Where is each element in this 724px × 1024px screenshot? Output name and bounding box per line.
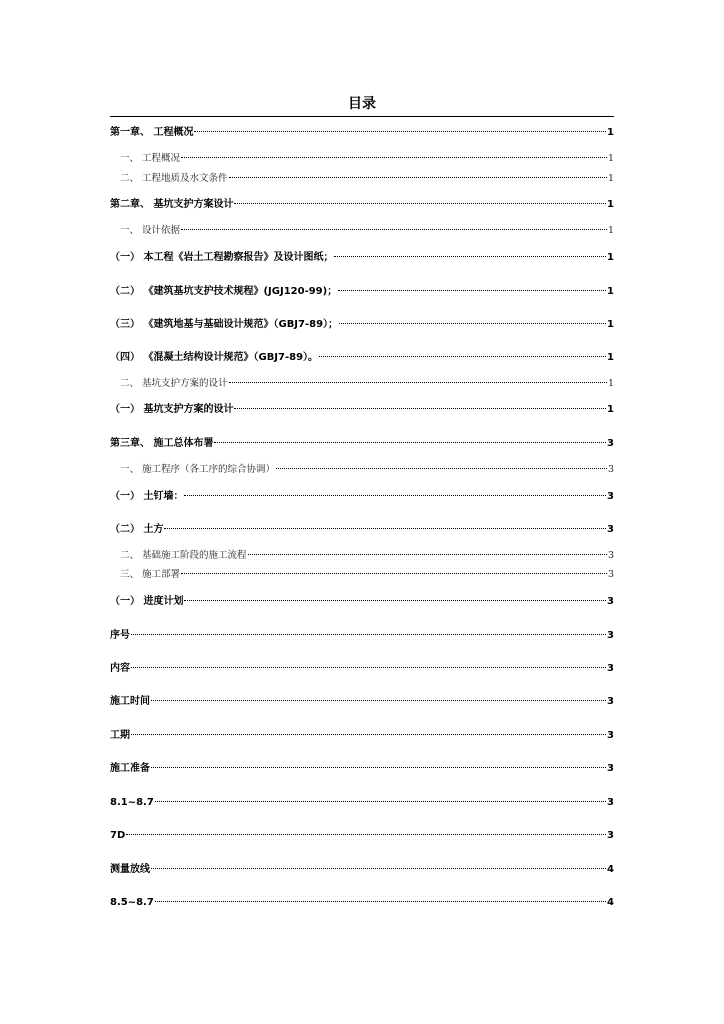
toc-entry-text: 二、 基坑支护方案的设计	[120, 378, 228, 389]
toc-entry-text: 第三章、 施工总体布署	[110, 438, 214, 449]
toc-dot-leader	[214, 442, 606, 443]
toc-entry-section[interactable]	[110, 171, 614, 187]
toc-page-number: 1	[607, 352, 614, 363]
toc-dot-leader	[276, 468, 607, 469]
toc-entry-subsection[interactable]	[110, 284, 614, 300]
toc-entry-section[interactable]	[110, 548, 614, 564]
toc-page-number: 1	[607, 173, 614, 184]
toc-entry-section[interactable]	[110, 223, 614, 239]
toc-page-number: 1	[607, 286, 614, 297]
toc-entry-text: 8.5~8.7	[110, 897, 154, 908]
toc-dot-leader	[155, 801, 606, 802]
toc-dot-leader	[229, 177, 607, 178]
toc-dot-leader	[319, 356, 606, 357]
toc-page-number: 3	[607, 630, 614, 641]
toc-entry-section[interactable]	[110, 567, 614, 583]
toc-dot-leader	[234, 408, 606, 409]
toc-dot-leader	[126, 834, 606, 835]
toc-dot-leader	[155, 901, 606, 902]
toc-entry-text: 一、 设计依据	[120, 225, 181, 236]
toc-dot-leader	[184, 600, 606, 601]
title-divider	[110, 116, 614, 117]
toc-entry-subsection[interactable]	[110, 317, 614, 333]
toc-page-number: 3	[607, 569, 614, 580]
toc-dot-leader	[339, 323, 606, 324]
toc-entry-text: 工期	[110, 730, 130, 741]
toc-entry-text: 内容	[110, 663, 130, 674]
toc-page-number: 3	[607, 464, 614, 475]
toc-entry-text: 三、 施工部署	[120, 569, 181, 580]
toc-page-number: 3	[607, 797, 614, 808]
toc-entry-text: （二） 土方	[110, 524, 164, 535]
toc-entry-item[interactable]	[110, 728, 614, 744]
toc-entry-text: 一、 施工程序（各工序的综合协调）	[120, 464, 276, 475]
toc-entry-subsection[interactable]	[110, 350, 614, 366]
toc-page-number: 3	[607, 663, 614, 674]
toc-entry-subsection[interactable]	[110, 489, 614, 505]
toc-entry-item[interactable]	[110, 628, 614, 644]
toc-entry-item[interactable]	[110, 862, 614, 878]
toc-entry-subsection[interactable]	[110, 522, 614, 538]
toc-page-number: 1	[607, 404, 614, 415]
toc-dot-leader	[151, 767, 606, 768]
toc-entry-chapter[interactable]	[110, 125, 614, 141]
toc-entry-item[interactable]	[110, 661, 614, 677]
toc-entry-section[interactable]	[110, 151, 614, 167]
toc-dot-leader	[334, 256, 606, 257]
toc-entry-text: 二、 工程地质及水文条件	[120, 173, 228, 184]
toc-entry-text: 第二章、 基坑支护方案设计	[110, 199, 234, 210]
toc-dot-leader	[181, 573, 607, 574]
toc-entry-text: （三） 《建筑地基与基础设计规范》（GBJ7-89）；	[110, 319, 339, 330]
toc-page-number: 3	[607, 550, 614, 561]
toc-page-number: 1	[607, 199, 614, 210]
toc-entry-text: 第一章、 工程概况	[110, 127, 194, 138]
toc-page-number: 3	[607, 596, 614, 607]
toc-page-number: 3	[607, 730, 614, 741]
toc-entry-text: （一） 土钉墙：	[110, 491, 184, 502]
toc-page-number: 4	[607, 897, 614, 908]
toc-entry-item[interactable]	[110, 895, 614, 911]
toc-entry-text: （一） 基坑支护方案的设计	[110, 404, 234, 415]
toc-entry-subsection[interactable]	[110, 594, 614, 610]
toc-entry-text: 7D	[110, 830, 126, 841]
toc-dot-leader	[184, 495, 606, 496]
toc-dot-leader	[164, 528, 606, 529]
toc-dot-leader	[181, 157, 607, 158]
toc-entry-text: 一、 工程概况	[120, 153, 181, 164]
toc-entry-item[interactable]	[110, 795, 614, 811]
toc-page-number: 3	[607, 524, 614, 535]
toc-title: 目录	[348, 96, 376, 112]
toc-dot-leader	[131, 734, 606, 735]
toc-page-number: 1	[607, 153, 614, 164]
toc-entry-section[interactable]	[110, 376, 614, 392]
toc-entry-chapter[interactable]	[110, 197, 614, 213]
toc-dot-leader	[234, 203, 606, 204]
toc-entry-item[interactable]	[110, 828, 614, 844]
toc-entry-text: 8.1~8.7	[110, 797, 154, 808]
toc-dot-leader	[131, 667, 606, 668]
toc-page-number: 1	[607, 378, 614, 389]
toc-dot-leader	[229, 382, 607, 383]
toc-entry-chapter[interactable]	[110, 436, 614, 452]
toc-entry-text: 序号	[110, 630, 130, 641]
toc-page-number: 3	[607, 763, 614, 774]
toc-page-number: 3	[607, 830, 614, 841]
toc-page-number: 1	[607, 225, 614, 236]
toc-dot-leader	[151, 868, 606, 869]
toc-dot-leader	[131, 634, 606, 635]
toc-entry-text: 施工准备	[110, 763, 150, 774]
toc-entry-text: （二） 《建筑基坑支护技术规程》(JGJ120-99)；	[110, 286, 338, 297]
toc-entry-text: （一） 本工程《岩土工程勘察报告》及设计图纸；	[110, 252, 334, 263]
toc-entry-text: （四） 《混凝土结构设计规范》（GBJ7-89）。	[110, 352, 319, 363]
toc-entry-subsection[interactable]	[110, 402, 614, 418]
toc-dot-leader	[151, 700, 606, 701]
toc-dot-leader	[194, 131, 606, 132]
toc-page-number: 1	[607, 127, 614, 138]
toc-page-number: 3	[607, 696, 614, 707]
toc-entry-section[interactable]	[110, 462, 614, 478]
toc-entry-subsection[interactable]	[110, 250, 614, 266]
toc-page-number: 1	[607, 252, 614, 263]
toc-dot-leader	[248, 554, 607, 555]
toc-dot-leader	[181, 229, 607, 230]
toc-entry-item[interactable]	[110, 761, 614, 777]
toc-page-number: 4	[607, 864, 614, 875]
toc-entry-text: 测量放线	[110, 864, 150, 875]
toc-entry-text: 施工时间	[110, 696, 150, 707]
toc-entry-item[interactable]	[110, 694, 614, 710]
toc-entry-text: 二、 基础施工阶段的施工流程	[120, 550, 247, 561]
toc-entry-text: （一） 进度计划	[110, 596, 184, 607]
toc-page-number: 1	[607, 319, 614, 330]
toc-page-number: 3	[607, 438, 614, 449]
toc-page-number: 3	[607, 491, 614, 502]
toc-dot-leader	[338, 290, 606, 291]
